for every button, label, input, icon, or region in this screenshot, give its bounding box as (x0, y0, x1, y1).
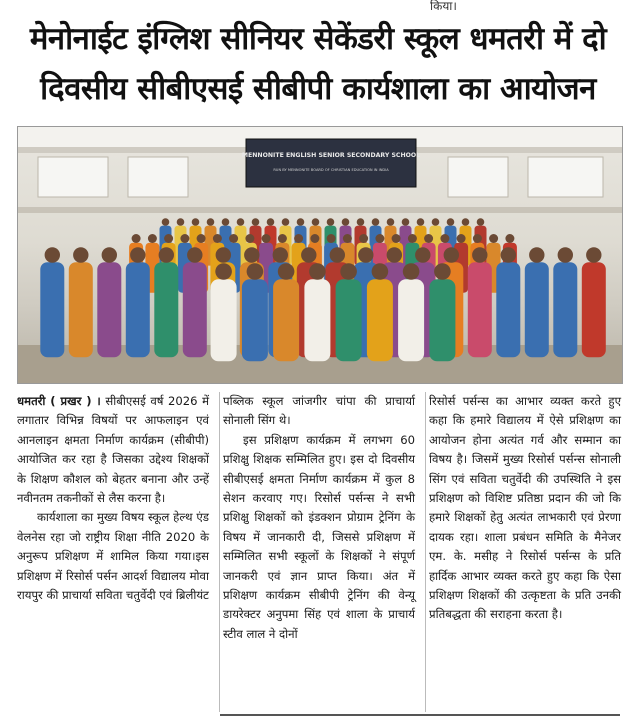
person-head (343, 234, 352, 243)
person-head (222, 218, 230, 226)
group-photo-illustration (18, 127, 622, 383)
person-head (392, 234, 401, 243)
person-head (278, 234, 287, 243)
article-column-2 (223, 392, 415, 644)
person-head (297, 218, 305, 226)
person-body (367, 279, 393, 361)
person-head (403, 263, 420, 280)
person-head (387, 247, 402, 262)
window-right-2 (528, 157, 603, 197)
bottom-rule (220, 714, 620, 716)
people-group (40, 218, 606, 361)
person-body (398, 279, 424, 361)
headline-line-2: दिवसीय सीबीएसई सीबीपी कार्यशाला का आयोजन (40, 71, 596, 107)
person-head (273, 247, 288, 262)
person-head (327, 218, 335, 226)
person-head (477, 218, 485, 226)
person-body (582, 262, 606, 357)
person-head (207, 218, 215, 226)
person-body (496, 262, 520, 357)
person-head (45, 247, 60, 262)
person-head (312, 218, 320, 226)
person-head (424, 234, 433, 243)
person-head (558, 247, 573, 262)
person-body (97, 262, 121, 357)
person-head (340, 263, 357, 280)
person-head (415, 247, 430, 262)
person-head (372, 218, 380, 226)
person-head (417, 218, 425, 226)
person-head (462, 218, 470, 226)
headline-line-1: मेनोनाईट इंग्लिश सीनियर सेकेंडरी स्कूल धमतरी में दो (29, 21, 607, 57)
paragraph-text: सीबीएसई वर्ष 2026 में लगातार विभिन्न विषयों पर आफलाइन एवं आनलाइन क्षमता निर्माण कार्यक्रम (सीबीपी) आयोजित कर रहा है जिसका उद्देश्य शिक्षकों के शिक्षण कौशल को बेहतर बनाना और उन्हें नवीनतम तकनीकों से लैस करना है। (17, 394, 209, 506)
article-column-3 (429, 392, 621, 625)
person-head (357, 218, 365, 226)
person-head (434, 263, 451, 280)
person-head (237, 218, 245, 226)
person-head (301, 247, 316, 262)
previous-article-fragment: किया। (430, 0, 457, 13)
person-head (342, 218, 350, 226)
person-head (387, 218, 395, 226)
person-head (132, 234, 141, 243)
person-head (440, 234, 449, 243)
person-head (457, 234, 466, 243)
article-body (17, 392, 621, 714)
person-head (327, 234, 336, 243)
person-head (162, 218, 170, 226)
person-head (586, 247, 601, 262)
person-head (192, 218, 200, 226)
article-column-1 (17, 392, 209, 605)
paragraph: इस प्रशिक्षण कार्यक्रम में लगभग 60 प्रशिक्षु शिक्षक सम्मिलित हुए। इस दो दिवसीय सीबीएसई क्षमता निर्माण कार्यक्रम में कुल 8 सेशन करवाए गए। रिसोर्स पर्सन्स ने सभी प्रशिक्षु शिक्षकों को इंडक्शन प्रोग्राम ट्रेनिंग के विषय में जानकारी दी, जिससे प्रशिक्षण में सम्मिलित सभी स्कूलों के शिक्षकों ने संपूर्ण जानकरी एवं ज्ञान प्राप्त किया। अंत में प्रशिक्षण कार्यक्रम सीबीपी ट्रेनिंग की वेन्यू डायरेक्टर अनुपमा सिंह एवं शाला के प्राचार्य स्टीव लाल ने दोनों (223, 432, 415, 641)
person-body (40, 262, 64, 357)
person-head (244, 247, 259, 262)
person-body (553, 262, 577, 357)
person-head (489, 234, 498, 243)
person-head (447, 218, 455, 226)
person-body (126, 262, 150, 357)
person-head (247, 263, 264, 280)
person-head (402, 218, 410, 226)
person-head (375, 234, 384, 243)
person-head (164, 234, 173, 243)
person-head (372, 263, 389, 280)
school-banner (246, 139, 416, 187)
person-head (197, 234, 206, 243)
group-photo (17, 126, 623, 384)
person-body (183, 262, 207, 357)
person-head (408, 234, 417, 243)
person-head (215, 263, 232, 280)
person-body (304, 279, 330, 361)
person-head (216, 247, 231, 262)
person-head (309, 263, 326, 280)
banner-text-2: RUN BY MENNONITE BOARD OF CHRISTIAN EDUCATION IN INDIA (273, 168, 389, 172)
person-head (262, 234, 271, 243)
person-head (294, 234, 303, 243)
person-head (473, 234, 482, 243)
window-right-1 (448, 157, 508, 197)
paragraph: पब्लिक स्कूल जांजगीर चांपा की प्राचार्या सोनाली सिंग थे। (223, 394, 415, 428)
column-divider (219, 392, 220, 712)
person-head (505, 234, 514, 243)
person-head (245, 234, 254, 243)
person-body (211, 279, 237, 361)
person-head (159, 247, 174, 262)
paragraph (17, 392, 209, 508)
person-head (180, 234, 189, 243)
window-left-2 (128, 157, 188, 197)
person-head (472, 247, 487, 262)
person-head (310, 234, 319, 243)
person-head (359, 234, 368, 243)
person-body (429, 279, 455, 361)
window-left-1 (38, 157, 108, 197)
person-head (73, 247, 88, 262)
person-head (177, 218, 185, 226)
person-head (229, 234, 238, 243)
person-body (273, 279, 299, 361)
person-body (468, 262, 492, 357)
person-head (432, 218, 440, 226)
dateline: धमतरी ( प्रखर ) । (17, 394, 101, 408)
person-head (529, 247, 544, 262)
person-head (267, 218, 275, 226)
person-head (130, 247, 145, 262)
person-body (336, 279, 362, 361)
person-body (154, 262, 178, 357)
person-head (278, 263, 295, 280)
banner-text-1: MENNONITE ENGLISH SENIOR SECONDARY SCHOOL (241, 152, 421, 159)
person-head (148, 234, 157, 243)
paragraph: कार्यशाला का मुख्य विषय स्कूल हेल्थ एंड वेलनेस रहा जो राष्ट्रीय शिक्षा नीति 2020 के अनुरूप प्रशिक्षण में शामिल किया गया।इस प्रशिक्षण में रिसोर्स पर्सन आदर्श विद्यालय मोवा रायपुर की प्राचार्या सविता चतुर्वेदी एवं ब्रिलीयंट (17, 510, 209, 603)
person-head (330, 247, 345, 262)
person-head (444, 247, 459, 262)
person-head (252, 218, 260, 226)
column-divider (425, 392, 426, 712)
person-head (358, 247, 373, 262)
person-head (102, 247, 117, 262)
headline (0, 14, 636, 114)
person-head (501, 247, 516, 262)
person-head (282, 218, 290, 226)
person-head (213, 234, 222, 243)
mid-beam (18, 207, 622, 213)
person-body (69, 262, 93, 357)
person-body (525, 262, 549, 357)
paragraph: रिसोर्स पर्सन्स का आभार व्यक्त करते हुए कहा कि हमारे विद्यालय में ऐसे प्रशिक्षण का आयोजन होना अत्यंत गर्व और सम्मान का विषय है। जिसमें मुख्य रिसोर्स पर्सन्स सोनाली सिंग एवं सविता चतुर्वेदी की उपस्थिति ने इस प्रशिक्षण को विशिष्ट प्रतिष्ठा प्रदान की जो कि हमारे शिक्षकों हेतु अत्यंत लाभकारी एवं प्रेरणा दायक रहा। शाला प्रबंधन समिति के मैनेजर एम. के. मसीह ने रिसोर्स पर्सन्स के प्रति हार्दिक आभार व्यक्त करते हुए कहा कि ऐसा प्रशिक्षण शिक्षकों की उत्कृष्टता के प्रति उनकी प्रतिबद्धता की सराहना करता है। (429, 394, 621, 622)
person-head (187, 247, 202, 262)
person-body (242, 279, 268, 361)
